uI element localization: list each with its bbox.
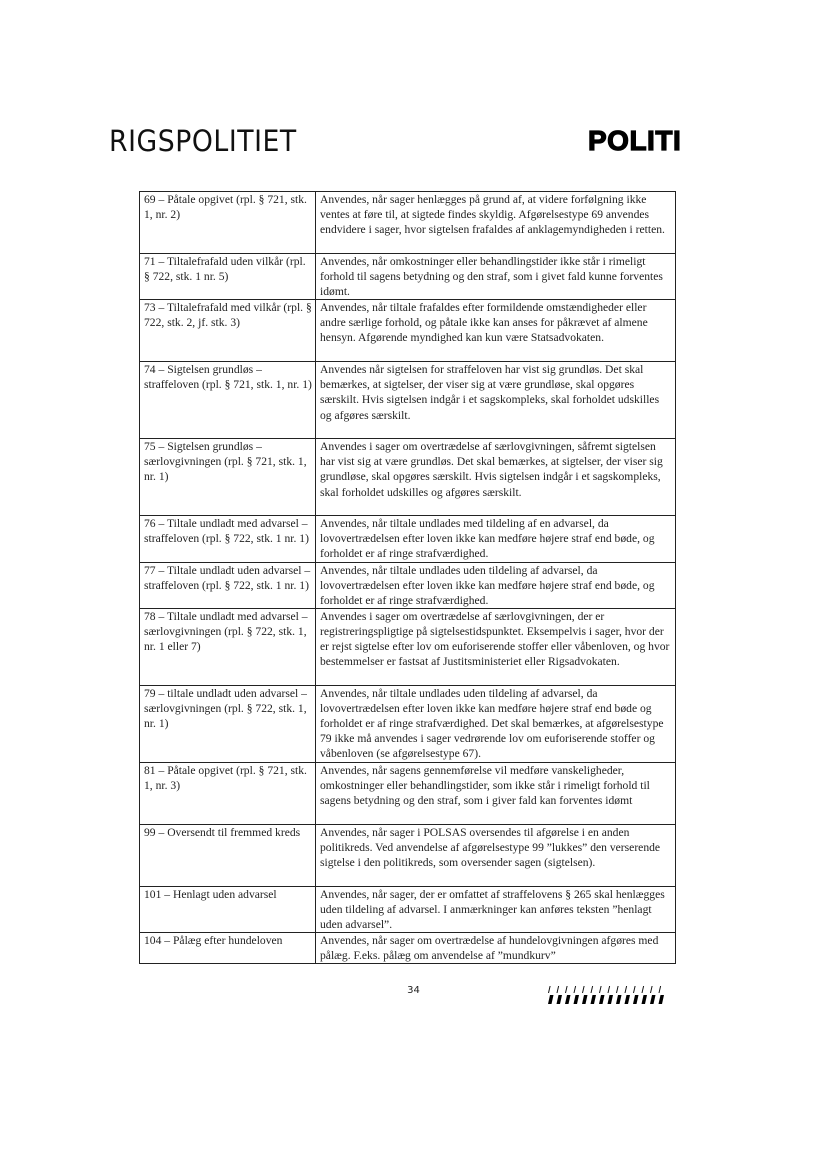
decision-code-cell: 75 – Sigtelsen grundløs – særlovgivningen (rpl. § 721, stk. 1, nr. 1)	[140, 439, 316, 516]
decision-description-cell: Anvendes, når sagens gennemførelse vil medføre vanskeligheder, omkostninger eller behandlingstider, som ikke står i rimeligt forhold til sagens betydning og den straf, som i giver fald kan forventes idømt	[316, 762, 676, 824]
decision-description-cell: Anvendes i sager om overtrædelse af særlovgivningen, såfremt sigtelsen har vist sig at være grundløs. Det skal bemærkes, at sigtelser, der viser sig grundløse, skal opgøres særskilt. Hvis sigtelsen indgår i et sagskompleks, skal forholdet udskilles og afgøres særskilt.	[316, 439, 676, 516]
decision-description-cell: Anvendes, når sager om overtrædelse af hundelovgivningen afgøres med pålæg. F.eks. pålæg om anvendelse af ”mundkurv”	[316, 933, 676, 964]
decision-code-cell: 101 – Henlagt uden advarsel	[140, 886, 316, 932]
stripe-line	[608, 986, 611, 993]
stripe-block	[599, 995, 605, 1004]
rigspolitiet-logo: RIGSPOLITIET	[109, 124, 297, 158]
decision-description-cell: Anvendes når sigtelsen for straffeloven har vist sig grundløs. Det skal bemærkes, at sigtelser, der viser sig at være grundløse, skal opgøres særskilt. Hvis sigtelsen indgår i et sagskompleks, skal forholdet udskilles og afgøres særskilt.	[316, 362, 676, 439]
stripe-line	[659, 986, 662, 993]
stripe-pattern-icon	[546, 986, 668, 1004]
stripe-line	[616, 986, 619, 993]
decision-description-cell: Anvendes, når tiltale undlades med tildeling af en advarsel, da lovovertrædelsen efter loven ikke kan medføre højere straf end bøde, og forholdet er af ringe strafværdighed.	[316, 516, 676, 562]
decision-code-cell: 77 – Tiltale undladt uden advarsel – straffeloven (rpl. § 722, stk. 1 nr. 1)	[140, 562, 316, 608]
stripe-block	[642, 995, 648, 1004]
decision-description-cell: Anvendes, når tiltale undlades uden tildeling af advarsel, da lovovertrædelsen efter loven ikke kan medføre højere straf end bøde og forholdet er af ringe strafværdighed. Det skal bemærkes, at afgørelsestype 79 ikke må anvendes i sager vedrørende lov om euforiserende stoffer og våbenloven (se afgørelsestype 67).	[316, 685, 676, 762]
decision-code-cell: 81 – Påtale opgivet (rpl. § 721, stk. 1, nr. 3)	[140, 762, 316, 824]
decision-description-cell: Anvendes, når sager henlægges på grund af, at videre forfølgning ikke ventes at føre til, at sigtede findes skyldig. Afgørelsestype 69 anvendes endvidere i sager, hvor sigtelsen frafaldes af anklagemyndigheden i retten.	[316, 192, 676, 254]
stripe-block	[574, 995, 580, 1004]
stripe-block	[548, 995, 554, 1004]
page-number: 34	[407, 985, 420, 996]
table-row	[140, 608, 676, 685]
stripe-block	[582, 995, 588, 1004]
politi-logo: POLITI	[588, 125, 682, 156]
decision-description-cell: Anvendes, når tiltale frafaldes efter formildende omstændigheder eller andre særlige forhold, og påtale ikke kan anses for påkrævet af almene hensyn. Afgørende myndighed kan kun være Statsadvokaten.	[316, 300, 676, 362]
stripe-line	[599, 986, 602, 993]
decision-code-cell: 78 – Tiltale undladt med advarsel – særlovgivningen (rpl. § 722, stk. 1, nr. 1 eller 7)	[140, 608, 316, 685]
table-row	[140, 562, 676, 608]
decision-code-cell: 79 – tiltale undladt uden advarsel – særlovgivningen (rpl. § 722, stk. 1, nr. 1)	[140, 685, 316, 762]
stripe-block	[565, 995, 571, 1004]
table-row	[140, 192, 676, 254]
table-row	[140, 824, 676, 886]
stripe-block	[650, 995, 656, 1004]
stripe-block	[608, 995, 614, 1004]
decision-description-cell: Anvendes i sager om overtrædelse af særlovgivningen, der er registreringspligtige på sigtelsestidspunktet. Eksempelvis i sager, hvor der er rejst sigtelse efter lov om euforiserende stoffer eller våbenloven, og hvor bestemmelser er fastsat af Justitsministeriet eller Rigsadvokaten.	[316, 608, 676, 685]
stripe-line	[625, 986, 628, 993]
table-row	[140, 762, 676, 824]
decision-description-cell: Anvendes, når sager, der er omfattet af straffelovens § 265 skal henlægges uden tildeling af advarsel. I anmærkninger kan anføres teksten ”henlagt uden advarsel”.	[316, 886, 676, 932]
stripe-block	[659, 995, 665, 1004]
table-row	[140, 300, 676, 362]
stripe-block	[557, 995, 563, 1004]
stripe-line	[633, 986, 636, 993]
table-row	[140, 933, 676, 964]
table-row	[140, 362, 676, 439]
decision-code-cell: 73 – Tiltalefrafald med vilkår (rpl. § 722, stk. 2, jf. stk. 3)	[140, 300, 316, 362]
decision-description-cell: Anvendes, når sager i POLSAS oversendes til afgørelse i en anden politikreds. Ved anvendelse af afgørelsestype 99 ”lukkes” den verserende sigtelse i den politikreds, som oversender sagen (sigtelsen).	[316, 824, 676, 886]
stripe-line	[650, 986, 653, 993]
table-row	[140, 254, 676, 300]
stripe-line	[548, 986, 551, 993]
stripe-line	[582, 986, 585, 993]
stripe-line	[557, 986, 560, 993]
decision-type-table	[139, 191, 676, 964]
stripe-line	[574, 986, 577, 993]
decision-code-cell: 71 – Tiltalefrafald uden vilkår (rpl. § 722, stk. 1 nr. 5)	[140, 254, 316, 300]
decision-code-cell: 104 – Pålæg efter hundeloven	[140, 933, 316, 964]
decision-description-cell: Anvendes, når tiltale undlades uden tildeling af advarsel, da lovovertrædelsen efter loven ikke kan medføre højere straf end bøde, og forholdet er af ringe strafværdighed.	[316, 562, 676, 608]
stripe-block	[591, 995, 597, 1004]
decision-code-cell: 69 – Påtale opgivet (rpl. § 721, stk. 1, nr. 2)	[140, 192, 316, 254]
table-row	[140, 439, 676, 516]
stripe-block	[633, 995, 639, 1004]
stripe-line	[591, 986, 594, 993]
table-row	[140, 685, 676, 762]
table-row	[140, 516, 676, 562]
stripe-block	[625, 995, 631, 1004]
stripe-block	[616, 995, 622, 1004]
decision-description-cell: Anvendes, når omkostninger eller behandlingstider ikke står i rimeligt forhold til sagens betydning og den straf, som i givet fald kunne forventes idømt.	[316, 254, 676, 300]
stripe-line	[565, 986, 568, 993]
decision-code-cell: 99 – Oversendt til fremmed kreds	[140, 824, 316, 886]
decision-code-cell: 74 – Sigtelsen grundløs – straffeloven (rpl. § 721, stk. 1, nr. 1)	[140, 362, 316, 439]
table-row	[140, 886, 676, 932]
decision-code-cell: 76 – Tiltale undladt med advarsel – straffeloven (rpl. § 722, stk. 1 nr. 1)	[140, 516, 316, 562]
stripe-line	[642, 986, 645, 993]
